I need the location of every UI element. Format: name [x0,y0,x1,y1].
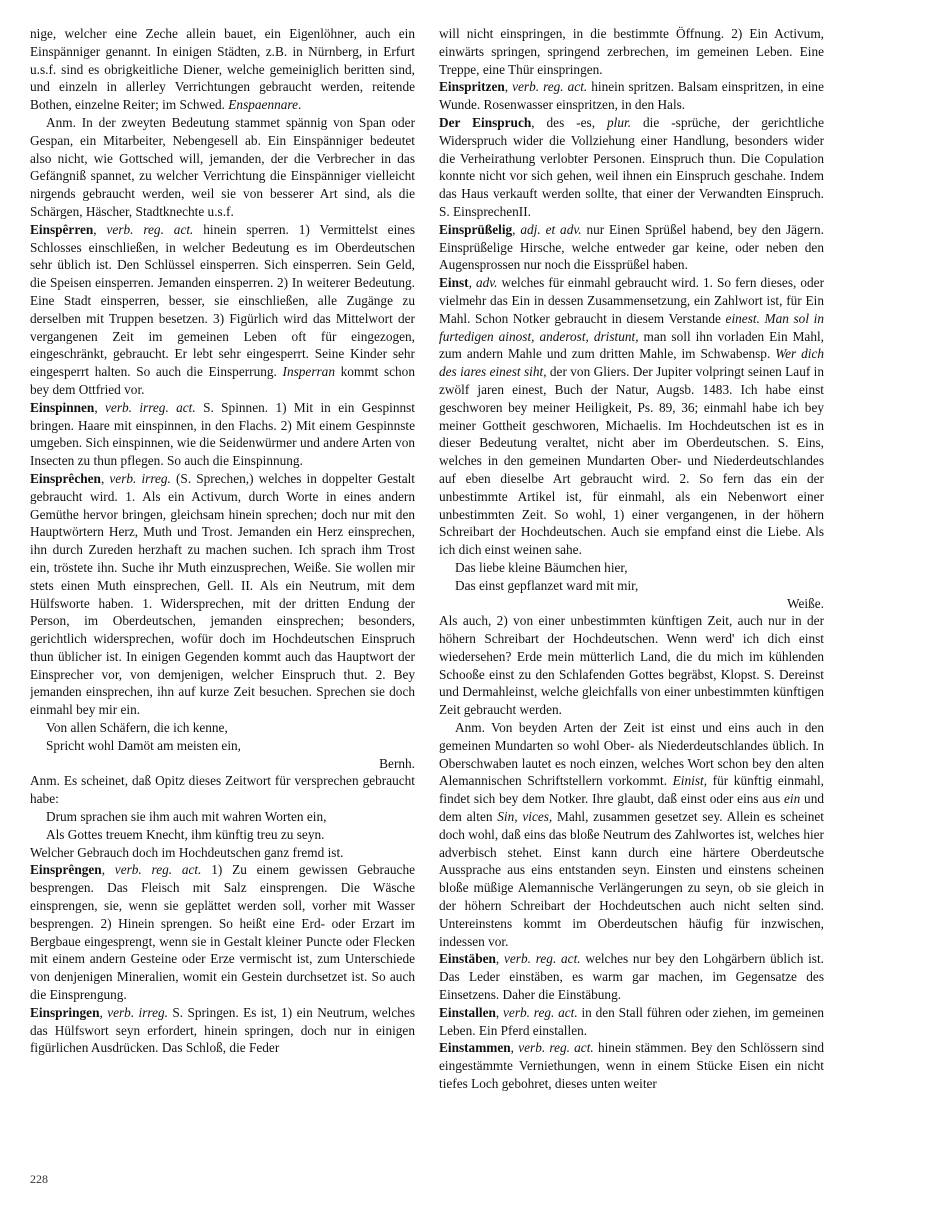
headword: Einstäben [439,951,496,967]
text-run: hinein stämmen. Bey den Schlössern sind eingestämmte Verniethungen, wenn in einem Stücke Eisen ein nicht tiefes Loch gebohret, dieses unten weiter [439,1040,824,1092]
grammar-label: verb. irreg. [109,470,171,486]
text-run: Anm. Es scheinet, daß Opitz dieses Zeitwort für versprechen gebraucht habe: [30,773,415,807]
text-run: . [297,97,302,113]
text-run: S. Spinnen. 1) Mit in ein Gespinnst bringen. Haare mit einspinnen, in den Flachs. 2) Mit einem Gespinnste umgeben. Sich einspinnen, wie die Seidenwürmer und andere Arten von Insecten zu thun pflegen. So auch die Einspinnung. [30,399,415,469]
verse-attribution [439,595,824,613]
verse-line [30,719,415,737]
grammar-label: verb. reg. act. [504,951,581,967]
headword: Einstammen [439,1040,511,1056]
text-run: hinein spritzen. Balsam einspritzen, in eine Wunde. Rosenwasser einspritzen, in den Hals. [439,79,824,113]
quoted-example: Insperran [282,364,335,380]
entry-paragraph [439,1039,824,1092]
verse-line [439,559,824,577]
grammar-label: plur. [607,114,632,130]
text-run: welches für einmahl gebraucht wird. 1. So fern dieses, oder vielmehr das Ein in dessen Zusammensetzung, ein Zahlwort ist, für Ein Mahl. Schon Notker gebraucht in diesem Verstande [439,275,824,326]
grammar-label: adv. [475,275,498,291]
entry-paragraph [30,1004,415,1057]
annotation-paragraph [30,114,415,221]
text-run: , [100,470,110,486]
quoted-example: Enspaennare [228,97,298,113]
quoted-example: Sin, vices, [497,809,553,825]
headword: Einspinnen [30,399,95,415]
text-run: Von allen Schäfern, die ich kenne, [46,720,228,736]
verse-attribution [30,755,415,773]
text-run: nige, welcher eine Zeche allein bauet, ein Eigenlöhner, auch ein Einspänniger genannt. In einigen Städten, z.B. in Nürnberg, in Erfurt u.s.f. sind es obrigkeitliche Diener, welche gemeiniglich beritten sind, und einzeln in allerley Verrichtungen gebraucht werden, reitende Bothen, einzelne Reiter; im Schwed. [30,26,415,113]
text-run: Welcher Gebrauch doch im Hochdeutschen ganz fremd ist. [30,844,344,860]
entry-paragraph [439,25,824,78]
text-run: , [512,221,521,237]
text-run: Drum sprachen sie ihm auch mit wahren Worten ein, [46,809,327,825]
grammar-label: verb. irreg. act. [105,399,196,415]
entry-paragraph [30,25,415,114]
text-run: und dem alten [439,791,824,825]
grammar-label: verb. irreg. [107,1004,168,1020]
grammar-label: verb. reg. act. [503,1004,578,1020]
text-run: die -sprüche, der gerichtliche Widerspruch wider die Vollziehung einer Handlung, besonders wider die Verheirathung verlobter Personen. Einspruch thun. Die Copulation konnte nicht vor sich gehen, weil ihnen ein Einspruch geschahe. Indem das Haus verkauft werden sollte, that einer der Verwandten Einspruch. S. EinsprechenII. [439,114,824,219]
entry-paragraph [439,274,824,559]
grammar-label: verb. reg. act. [106,221,194,237]
text-run: Das einst gepflanzet ward mit mir, [455,577,639,593]
headword: Einsprüßelig [439,221,513,237]
text-run: Das liebe kleine Bäumchen hier, [455,559,628,575]
text-run: 1) Zu einem gewissen Gebrauche besprengen. Das Fleisch mit Salz einsprengen. Die Wäsche einsprengen, sie, wenn sie geplättet werden soll, vorher mit Wasser besprengen. 2) Hinein sprengen. So heißt eine Erd- oder Erzart im Bergbaue eingesprengt, wenn sie in Gestalt kleiner Puncte oder Flecken mit einem andern Gesteine oder Erze vermischt ist, zum Unterschiede von denjenigen Mineralien, womit ein Gestein durchsetzet ist. So auch die Einsprengung. [30,862,415,1003]
annotation-paragraph [439,719,824,950]
verse-line [30,808,415,826]
text-run: hinein sperren. 1) Vermittelst eines Schlosses einschließen, in welcher Bedeutung es im Oberdeutschen sehr üblich ist. Den Schlüssel einsperren. Sich einsperren. Sein Geld, die Speisen einsperren. Jemanden einsperren. 2) In weiterer Bedeutung. Eine Stadt einsperren, besser, sie einschließen, alle Zugänge zu derselben mit Truppen besetzen. 3) Figürlich wird das Mittelwort der vergangenen Zeit im gemeinen Leben oft für eingezogen, eingeschränkt, gebraucht. Er lebt sehr eingesperrt. Seine Kinder sehr eingesperrt halten. So auch die Einsperrung. [30,221,415,380]
text-run: , des -es, [531,114,608,130]
entry-paragraph [30,861,415,1003]
text-run: , [510,1040,519,1056]
headword: Einsprêchen [30,470,101,486]
page-number: 228 [30,1172,48,1186]
verse-line [30,826,415,844]
text-run: kommt schon bey dem Ottfried vor. [30,364,415,397]
text-run: der von Gliers. Der Jupiter volpringt seinen Lauf in zwölf jaren einest, Buch der Natur, Augsb. 1483. Ich habe einst geschworen bey meiner Heiligkeit, Ps. 89, 36; einmahl habe ich bey meiner Gottheit geschworen, Michaelis. Im Hochdeutschen ist es in dieser Bedeutung veraltet, nicht aber im Oberdeutschen. S. Eins, welches in den gemeinen Mundarten Ober- und Niederdeutschlandes auf eben dieselbe Art gebraucht wird. 2. So fern das ein der unbestimmte Artikel ist, für einmahl, als ein Nebenwort einer unbestimmten Zeit. So wohl, 1) einer vergangenen, in der höhern Schreibart der Hochdeutschen. Auch sie empfand einst die Liebe. Als ich dich einst weinen sahe. [439,364,824,558]
text-run: , [101,862,115,878]
entry-paragraph [30,399,415,470]
verse-line [30,737,415,755]
text-run: in den Stall führen oder ziehen, im gemeinen Leben. Ein Pferd einstallen. [439,1004,824,1038]
text-run: welches nur bey den Lohgärbern üblich ist. Das Leder einstäben, es warm gar machen, im Gegensatze des Einsetzens. Daher die Einstäbung. [439,951,824,1003]
entry-paragraph [439,78,824,114]
left-column [30,25,415,1170]
grammar-label: adj. et adv. [520,221,582,237]
entry-paragraph [439,1004,824,1040]
text-run: nur Einen Sprüßel habend, bey den Jägern. Einsprüßelige Hirsche, welche entweder gar keine, oder neben den Augensprossen nur noch die Eissprüßel haben. [439,221,824,273]
text-run: , [504,79,513,95]
text-run: man soll ihn vorladen Ein Mahl, zum andern Mahle und zum dritten Mahle, im Schwabensp. [439,328,824,362]
quoted-example: Wer dich des iares einest siht, [439,346,824,380]
headword: Einstallen [439,1004,496,1020]
text-run: will nicht einspringen, in die bestimmte Öffnung. 2) Ein Activum, einwärts springen, springend zerbrechen, im gemeinen Leben. Eine Treppe, eine Thür einspringen. [439,26,824,77]
text-run: Spricht wohl Damöt am meisten ein, [46,737,241,753]
quoted-example: ein [783,791,801,807]
text-run: Bernh. [379,755,415,771]
grammar-label: verb. reg. act. [518,1040,594,1056]
text-run: , [495,1004,504,1020]
text-run: Weiße. [787,595,824,611]
entry-paragraph [30,221,415,399]
text-run: , [495,951,504,967]
quoted-example: einest. Man sol in furtedigen ainost, anderost, dristunt, [439,310,824,344]
entry-paragraph [439,114,824,221]
entry-paragraph [30,844,415,862]
text-run: Als auch, 2) von einer unbestimmten künftigen Zeit, auch nur in der höhern Schreibart der Hochdeutschen. Wenn werd' ich dich einst wiedersehen? Erde mein mütterlich Land, die du mich im kühlenden Schooße einst zu den Schlafenden Gottes begräbst, Klopst. S. Dereinst und Dermahleinst, welche gleichfalls von einer unbestimmten künftigen Zeit gebraucht werden. [439,613,824,718]
text-run: Anm. In der zweyten Bedeutung stammet spännig von Span oder Gespan, ein Mitarbeiter, Nebengesell ab. Ein Einspänniger bedeutet also nicht, wie Gottsched will, jemanden, der die Verbrecher in das Gefängniß spannet, zu welcher Verrichtung die Einspänniger vielleicht nirgends gebraucht werden, weil sie von besserer Art sind, als die Schärgen, Häscher, Stadtknechte u.s.f. [30,114,415,219]
headword: Einspêrren [30,221,94,237]
text-run: , [94,399,106,415]
text-run: , [99,1004,108,1020]
grammar-label: verb. reg. act. [512,79,588,95]
text-run: , [468,275,476,291]
entry-paragraph [439,950,824,1003]
headword: Der Einspruch [439,114,532,130]
entry-paragraph [439,221,824,274]
grammar-label: verb. reg. act. [114,862,202,878]
right-column [439,25,824,1170]
headword: Einsprêngen [30,862,102,878]
text-run: für künftig einmahl, findet sich bey dem Notker. Ihre glaubt, daß einst oder eins aus [439,773,824,807]
text-run: , [93,221,107,237]
headword: Einspringen [30,1004,100,1020]
headword: Einspritzen [439,79,505,95]
text-run: Mahl, zusammen gesetzet sey. Allein es scheinet doch wohl, daß eins das bloße Neutrum des Zahlwortes ist, welches hier adverbisch stehet. Einst kann durch eine härtere Oberdeutsche Aussprache aus eins entstanden seyn. Einsten und einstens scheinen bloße müßige Alemannische Verlängerungen zu seyn, ob sie gleich in der höhern Schreibart der Hochdeutschen auch nicht selten sind. Untereinstens kommt im Oberdeutschen häufig für inzwischen, indessen vor. [439,809,824,949]
text-run: (S. Sprechen,) welches in doppelter Gestalt gebraucht wird. 1. Als ein Activum, durch Worte in eines andern Gemüthe hervor bringen, gleichsam hinein sprechen; doch nur mit den Hauptwörtern Herz, Muth und Trost. Jemanden ein Herz einsprechen, ihn durch Zureden herzhaft zu machen suchen. Ich sprach ihm Trost ein, tröstete ihn. Suche ihr Muth einzusprechen, Weiße. Sie wollen mir stets einen Muth einsprechen, Gell. II. Als ein Neutrum, mit dem Hülfsworte haben. 1. Widersprechen, mit der dritten Endung der Person, im Oberdeutschen, jemanden einsprechen; besonders, gerichtlich widersprechen, wofür doch im Hochdeutschen Einspruch thun üblicher ist. In einigen Gegenden kommt auch das Hauptwort der Einsprecher vor, von demjenigen, welcher Einspruch thut. 2. Bey jemanden einsprechen, ihn auf kurze Zeit besuchen. Sprechen sie doch einmahl bey mir ein. [30,470,415,718]
quoted-example: Einist, [672,773,708,789]
entry-paragraph [30,772,415,808]
verse-line [439,577,824,595]
text-run: S. Springen. Es ist, 1) ein Neutrum, welches das Hülfswort seyn erfordert, hinein springen, doch nur in einigen figürlichen Ausdrücken. Das Schloß, die Feder [30,1004,415,1056]
entry-paragraph [30,470,415,719]
entry-paragraph [439,612,824,719]
text-run: Als Gottes treuem Knecht, ihm künftig treu zu seyn. [46,826,325,842]
text-run: Anm. Von beyden Arten der Zeit ist einst und eins auch in den gemeinen Mundarten so wohl Ober- als Niederdeutschlandes üblich. In Oberschwaben lautet es noch einzen, welches Wort schon bey den alten Alemannischen Schriftstellern vorkommt. [439,720,824,789]
headword: Einst [439,275,469,291]
